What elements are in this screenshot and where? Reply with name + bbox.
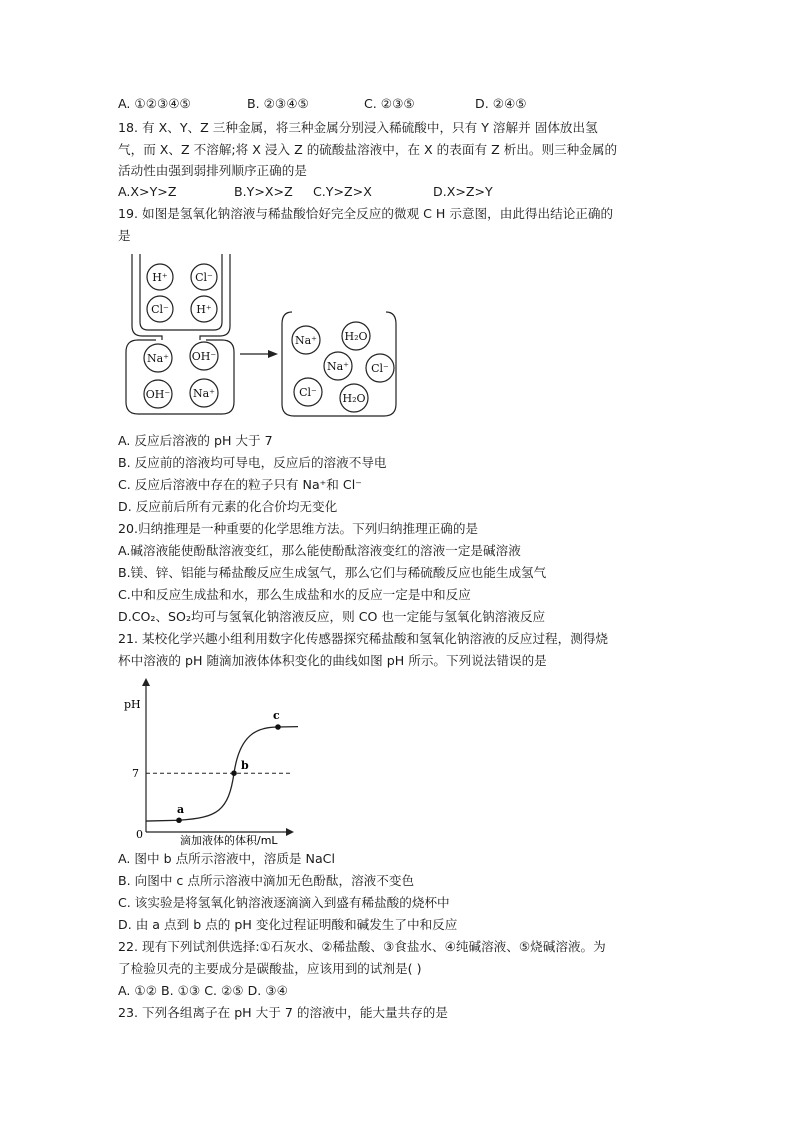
q18-option-b: B.Y>X>Z <box>234 184 293 199</box>
x-axis-label: 滴加液体的体积/mL <box>180 834 278 847</box>
ion-label: H₂O <box>342 392 366 405</box>
q20-option-b: B.镁、锌、铝能与稀盐酸反应生成氢气，那么它们与稀硫酸反应也能生成氢气 <box>118 565 547 580</box>
q21-option-c: C. 该实验是将氢氧化钠溶液逐滴滴入到盛有稀盐酸的烧杯中 <box>118 895 450 910</box>
ion-label: OH⁻ <box>191 350 217 363</box>
ion-label: Cl⁻ <box>195 271 213 284</box>
q21-option-a: A. 图中 b 点所示溶液中，溶质是 NaCl <box>118 851 335 866</box>
q20-stem: 20.归纳推理是一种重要的化学思维方法。下列归纳推理正确的是 <box>118 521 479 536</box>
q19-stem-line2: 是 <box>118 228 131 243</box>
point-c-label: c <box>273 709 280 722</box>
q18-options <box>118 184 493 200</box>
q19-option-a: A. 反应后溶液的 pH 大于 7 <box>118 433 273 448</box>
ion-label: Na⁺ <box>147 352 169 365</box>
q23-stem: 23. 下列各组离子在 pH 大于 7 的溶液中，能大量共存的是 <box>118 1005 448 1020</box>
q17-options <box>118 96 527 112</box>
q19-option-c: C. 反应后溶液中存在的粒子只有 Na⁺和 Cl⁻ <box>118 477 362 492</box>
q21-option-d: D. 由 a 点到 b 点的 pH 变化过程证明酸和碱发生了中和反应 <box>118 917 458 932</box>
q22-stem-line2: 了检验贝壳的主要成分是碳酸盐，应该用到的试剂是( ) <box>118 961 422 976</box>
point-b <box>231 770 237 776</box>
q20-option-a: A.碱溶液能使酚酞溶液变红，那么能使酚酞溶液变红的溶液一定是碱溶液 <box>118 543 521 558</box>
ion-label: Cl⁻ <box>299 386 317 399</box>
q18-option-d: D.X>Z>Y <box>433 184 493 199</box>
q19-option-d: D. 反应前后所有元素的化合价均无变化 <box>118 499 338 514</box>
x-axis-arrow-icon <box>286 828 294 836</box>
ph-chart <box>118 676 298 848</box>
q20-option-c: C.中和反应生成盐和水，那么生成盐和水的反应一定是中和反应 <box>118 587 471 602</box>
q18-option-c: C.Y>Z>X <box>313 184 372 199</box>
q18-option-a: A.X>Y>Z <box>118 184 177 199</box>
q18-stem-line3: 活动性由强到弱排列顺序正确的是 <box>118 163 307 178</box>
point-b-label: b <box>241 759 249 773</box>
ion-label: H⁺ <box>152 271 168 284</box>
q18-stem-line1: 18. 有 X、Y、Z 三种金属，将三种金属分别浸入稀硫酸中，只有 Y 溶解并 固体放出氢 <box>118 120 598 135</box>
q19-option-b: B. 反应前的溶液均可导电，反应后的溶液不导电 <box>118 455 387 470</box>
y-axis-arrow-icon <box>142 678 150 686</box>
q20-option-d: D.CO₂、SO₂均可与氢氧化钠溶液反应，则 CO 也一定能与氢氧化钠溶液反应 <box>118 609 546 624</box>
ph-curve <box>146 727 298 822</box>
q19-stem-line1: 19. 如图是氢氧化钠溶液与稀盐酸恰好完全反应的微观 C H 示意图，由此得出结论正确的 <box>118 206 614 221</box>
q17-option-c: C. ②③⑤ <box>364 96 415 111</box>
q17-option-b: B. ②③④⑤ <box>247 96 309 111</box>
ion-label: Cl⁻ <box>371 362 389 375</box>
q19-reaction-diagram <box>118 252 408 422</box>
y-axis-label: pH <box>124 698 141 711</box>
origin-label: 0 <box>136 828 143 841</box>
q22-stem-line1: 22. 现有下列试剂供选择:①石灰水、②稀盐酸、③食盐水、④纯碱溶液、⑤烧碱溶液。为 <box>118 939 606 954</box>
point-a-label: a <box>177 803 185 817</box>
ion-label: Na⁺ <box>295 334 317 347</box>
ion-label: H⁺ <box>196 303 212 316</box>
q17-option-d: D. ②④⑤ <box>475 96 527 111</box>
ion-label: Cl⁻ <box>151 303 169 316</box>
q22-options: A. ①② B. ①③ C. ②⑤ D. ③④ <box>118 983 288 998</box>
q17-option-a: A. ①②③④⑤ <box>118 96 191 111</box>
q18-stem-line2: 气，而 X、Z 不溶解;将 X 浸入 Z 的硫酸盐溶液中，在 X 的表面有 Z 析出。则三种金属的 <box>118 142 618 157</box>
point-c <box>275 724 281 730</box>
y-tick-7: 7 <box>132 767 139 781</box>
ion-label: Na⁺ <box>193 387 215 400</box>
q21-stem-line2: 杯中溶液的 pH 随滴加液体体积变化的曲线如图 pH 所示。下列说法错误的是 <box>118 653 547 668</box>
point-a <box>176 817 182 823</box>
q21-stem-line1: 21. 某校化学兴趣小组利用数字化传感器探究稀盐酸和氢氧化钠溶液的反应过程，测得烧 <box>118 631 609 646</box>
q21-option-b: B. 向图中 c 点所示溶液中滴加无色酚酞，溶液不变色 <box>118 873 415 888</box>
ion-label: OH⁻ <box>145 388 171 401</box>
ion-label: H₂O <box>344 330 368 343</box>
ion-label: Na⁺ <box>327 360 349 373</box>
